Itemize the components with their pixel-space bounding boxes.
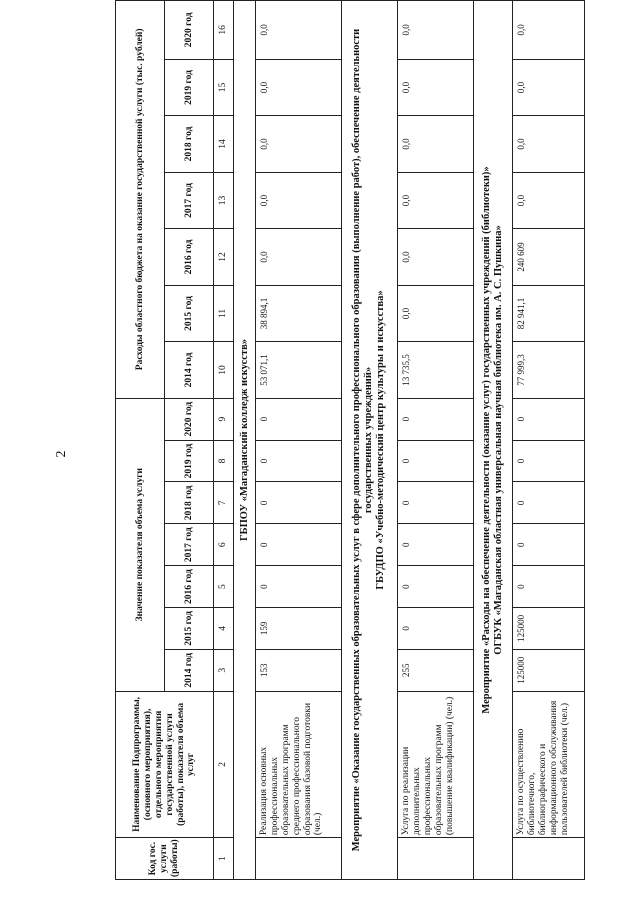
row-value: 0 <box>398 566 474 608</box>
row-value: 0,0 <box>398 285 474 342</box>
table-row <box>513 1 585 880</box>
section-heading: Мероприятие «Расходы на обеспечение деятельности (оказание услуг) государственных учреждений (библиотеки)» <box>480 166 492 714</box>
header-year: 2014 год <box>165 342 214 399</box>
row-value: 125000 <box>513 607 585 649</box>
header-year: 2016 год <box>165 229 214 286</box>
row-value: 0 <box>255 566 341 608</box>
row-value: 0,0 <box>513 172 585 229</box>
row-value: 0 <box>398 440 474 482</box>
row-value: 82 941,1 <box>513 285 585 342</box>
col-number: 9 <box>214 398 234 440</box>
section-title <box>341 1 397 880</box>
col-number: 11 <box>214 285 234 342</box>
column-number-row <box>214 1 234 880</box>
row-value: 0,0 <box>513 59 585 116</box>
section-title-row <box>234 1 256 880</box>
row-value: 38 894,1 <box>255 285 341 342</box>
col-number: 8 <box>214 440 234 482</box>
row-value: 0,0 <box>398 172 474 229</box>
row-value: 77 999,3 <box>513 342 585 399</box>
rotated-table-container <box>115 0 585 880</box>
row-value: 125000 <box>513 649 585 691</box>
header-year: 2020 год <box>165 398 214 440</box>
row-name: Услуга по осуществлению библиотечного, библиографического и информационного обслуживания пользователей библиотеки (чел.) <box>513 691 585 837</box>
row-value: 0 <box>255 398 341 440</box>
header-year: 2015 год <box>165 607 214 649</box>
row-value: 159 <box>255 607 341 649</box>
header-year: 2019 год <box>165 59 214 116</box>
header-indicator-group: Значение показателя объема услуги <box>116 398 165 691</box>
row-name: Услуга по реализации дополнительных профессиональных образовательных программ (повышение квалификации) (чел.) <box>398 691 474 837</box>
col-number: 2 <box>214 691 234 837</box>
row-code <box>513 838 585 880</box>
section-title-row <box>474 1 513 880</box>
section-title-row <box>341 1 397 880</box>
header-year: 2017 год <box>165 172 214 229</box>
row-value: 0 <box>513 398 585 440</box>
col-number: 13 <box>214 172 234 229</box>
table-row <box>398 1 474 880</box>
row-value: 0,0 <box>255 59 341 116</box>
row-value: 0,0 <box>398 116 474 173</box>
row-code <box>255 838 341 880</box>
col-number: 5 <box>214 566 234 608</box>
header-code: Код гос. услуги (работы) <box>116 838 214 880</box>
row-value: 0 <box>255 524 341 566</box>
header-year: 2015 год <box>165 285 214 342</box>
row-value: 0 <box>398 607 474 649</box>
col-number: 14 <box>214 116 234 173</box>
header-row-1 <box>116 1 165 880</box>
col-number: 16 <box>214 1 234 60</box>
row-value: 0,0 <box>255 1 341 60</box>
row-value: 0 <box>398 524 474 566</box>
row-value: 0 <box>398 398 474 440</box>
row-value: 0 <box>513 524 585 566</box>
row-value: 53 071,1 <box>255 342 341 399</box>
col-number: 15 <box>214 59 234 116</box>
col-number: 12 <box>214 229 234 286</box>
header-year: 2014 год <box>165 649 214 691</box>
col-number: 6 <box>214 524 234 566</box>
page-number: 2 <box>54 450 69 458</box>
table-row <box>255 1 341 880</box>
section-title: ГБПОУ «Магаданский колледж искусств» <box>234 1 256 880</box>
col-number: 1 <box>214 838 234 880</box>
header-budget-group: Расходы областного бюджета на оказание государственной услуги (тыс. рублей) <box>116 1 165 399</box>
row-value: 0,0 <box>255 172 341 229</box>
col-number: 10 <box>214 342 234 399</box>
row-value: 240 609 <box>513 229 585 286</box>
row-value: 0,0 <box>398 1 474 60</box>
row-value: 255 <box>398 649 474 691</box>
row-value: 0 <box>513 482 585 524</box>
services-table <box>115 0 585 880</box>
row-value: 0,0 <box>513 1 585 60</box>
row-value: 0,0 <box>255 116 341 173</box>
row-value: 0,0 <box>255 229 341 286</box>
row-value: 0 <box>398 482 474 524</box>
row-value: 0,0 <box>398 229 474 286</box>
header-year: 2020 год <box>165 1 214 60</box>
header-name: Наименование Подпрограммы, (основного мероприятия), отдельного мероприятия государственной услуги (работы), показателя объема услуг <box>116 691 214 837</box>
section-subheading: ГБУДПО «Учебно-методический центр культуры и искусства» <box>375 290 387 590</box>
row-value: 0 <box>255 482 341 524</box>
header-year: 2018 год <box>165 482 214 524</box>
row-value: 13 735,5 <box>398 342 474 399</box>
col-number: 3 <box>214 649 234 691</box>
row-value: 0,0 <box>513 116 585 173</box>
col-number: 7 <box>214 482 234 524</box>
row-value: 0 <box>255 440 341 482</box>
row-value: 0,0 <box>398 59 474 116</box>
row-value: 0 <box>513 566 585 608</box>
header-year: 2016 год <box>165 566 214 608</box>
section-title <box>474 1 513 880</box>
section-subheading: ОГБУК «Магаданская областная универсальная научная библиотека им. А. С. Пушкина» <box>493 225 505 655</box>
section-heading: Мероприятие «Оказание государственных образовательных услуг в сфере дополнительного профессионального образования (выполнение работ), обеспечение деятельности государственных учреждений» <box>351 28 375 852</box>
row-value: 0 <box>513 440 585 482</box>
header-year: 2017 год <box>165 524 214 566</box>
row-code <box>398 838 474 880</box>
row-name: Реализация основных профессиональных образовательных программ среднего профессионального образования базовой подготовки (чел.) <box>255 691 341 837</box>
header-year: 2019 год <box>165 440 214 482</box>
row-value: 153 <box>255 649 341 691</box>
header-year: 2018 год <box>165 116 214 173</box>
col-number: 4 <box>214 607 234 649</box>
